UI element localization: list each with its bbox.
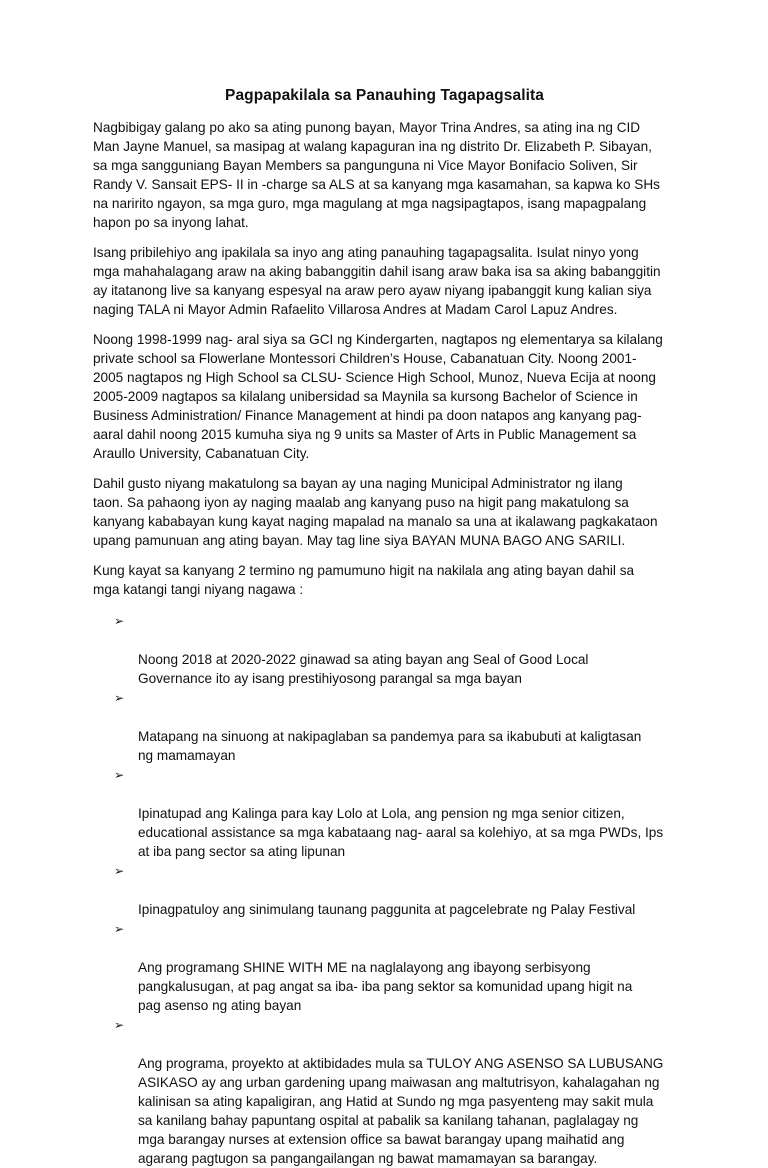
list-item-text: Ang programa, proyekto at aktibidades mula sa TULOY ANG ASENSO SA LUBUSANG ASIKASO ay ang urban gardening upang maiwasan ang maltutrisyon, kahalagahan ng kalinisan sa ating kapaligiran, ang Hatid at Sundo ng mga pasyenteng may sakit mula sa kanilang bahay papuntang ospital at pabalik sa kanilang tahanan, paglalagay ng mga barangay nurses at extension office sa bawat barangay upang maihatid ang agarang pagtugon sa pangangailangan ng bawat mamamayan sa barangay. [138,1056,664,1166]
list-item [114,766,676,861]
paragraph-public-service: Dahil gusto niyang makatulong sa bayan ay una naging Municipal Administrator ng ilang taon. Sa pahaong iyon ay naging maalab ang kanyang puso na higit pang makatulong sa kanyang kababayan kung kayat naging mapalad na manalo sa una at ikalawang pagkakataon upang pamunuan ang ating bayan. May tag line siya BAYAN MUNA BAGO ANG SARILI. [93,476,658,548]
arrowhead-bullet-icon: ➢ [114,614,125,628]
list-item-text: Noong 2018 at 2020-2022 ginawad sa ating bayan ang Seal of Good Local Governance ito ay isang prestihiyosong parangal sa mga bayan [138,652,589,686]
list-item-text: Ipinatupad ang Kalinga para kay Lolo at Lola, ang pension ng mga senior citizen, educational assistance sa mga kabataang nag- aaral sa kolehiyo, at sa mga PWDs, Ips at iba pang sector sa ating lipunan [138,806,664,859]
list-item-text: Ipinagpatuloy ang sinimulang taunang paggunita at pagcelebrate ng Palay Festival [138,902,636,917]
list-item [114,862,676,919]
list-item [114,689,676,765]
paragraph-greeting: Nagbibigay galang po ako sa ating punong bayan, Mayor Trina Andres, sa ating ina ng CID Man Jayne Manuel, sa masipag at walang kapaguran ina ng distrito Dr. Elizabeth P. Sibayan, sa mga sangguniang Bayan Members sa pangunguna ni Vice Mayor Bonifacio Soliven, Sir Randy V. Sansait EPS- II in -charge sa ALS at sa kanyang mga kasamahan, sa kapwa ko SHs na naririto ngayon, sa mga guro, mga magulang at mga nagsipagtapos, isang mapagpalang hapon po sa inyong lahat. [93,120,660,230]
arrowhead-bullet-icon: ➢ [114,864,125,878]
achievements-list [93,612,676,1168]
list-item-text: Matapang na sinuong at nakipaglaban sa pandemya para sa ikabubuti at kaligtasan ng mamamayan [138,729,642,763]
list-item [114,1016,676,1168]
list-item [114,612,676,688]
paragraph-achievements-intro: Kung kayat sa kanyang 2 termino ng pamumuno higit na nakilala ang ating bayan dahil sa mga katangi tangi niyang nagawa : [93,563,635,597]
page-title: Pagpapakilala sa Panauhing Tagapagsalita [225,87,544,104]
arrowhead-bullet-icon: ➢ [114,1018,125,1032]
arrowhead-bullet-icon: ➢ [114,768,125,782]
list-item [114,920,676,1015]
list-item-text: Ang programang SHINE WITH ME na naglalayong ang ibayong serbisyong pangkalusugan, at pag angat sa iba- iba pang sektor sa komunidad upang higit na pag asenso ng ating bayan [138,960,633,1013]
paragraph-introduction: Isang pribilehiyo ang ipakilala sa inyo ang ating panauhing tagapagsalita. Isulat ninyo yong mga mahahalagang araw na aking babanggitin dahil isang araw baka isa sa aking babanggitin ay itatanong live sa kanyang espesyal na araw pero ayaw niyang ipabanggit kung kalian siya naging TALA ni Mayor Admin Rafaelito Villarosa Andres at Madam Carol Lapuz Andres. [93,245,661,317]
paragraph-education: Noong 1998-1999 nag- aral siya sa GCI ng Kindergarten, nagtapos ng elementarya sa kilalang private school sa Flowerlane Montessori Children’s House, Cabanatuan City. Noong 2001- 2005 nagtapos ng High School sa CLSU- Science High School, Munoz, Nueva Ecija at noong 2005-2009 nagtapos sa kilalang unibersidad sa Maynila sa kursong Bachelor of Science in Business Administration/ Finance Management at hindi pa doon natapos ang kanyang pag- aaral dahil noong 2015 kumuha siya ng 9 units sa Master of Arts in Public Management sa Araullo University, Cabanatuan City. [93,332,663,461]
arrowhead-bullet-icon: ➢ [114,691,125,705]
arrowhead-bullet-icon: ➢ [114,922,125,936]
